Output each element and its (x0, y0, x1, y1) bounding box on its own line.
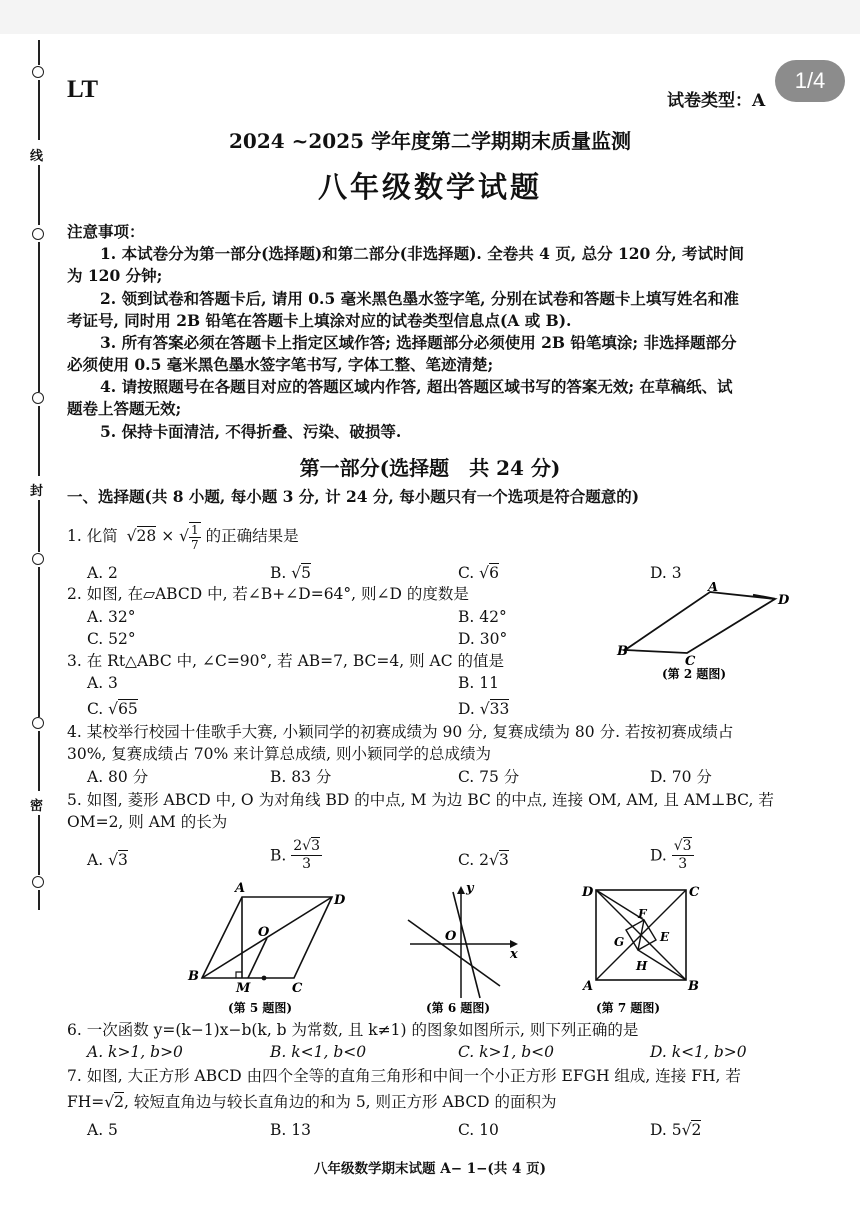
q4-option-d: D. 70 分 (650, 768, 712, 786)
figure-2-parallelogram (615, 582, 795, 682)
q2-option-a: A. 32° (87, 608, 136, 626)
notice-line: 必须使用 0.5 毫米黑色墨水签字笔书写, 字体工整、笔迹清楚; (67, 355, 494, 374)
fig5-label-c: C (292, 981, 303, 996)
page-indicator-badge[interactable]: 1/4 (775, 60, 845, 102)
notice-line: 5. 保持卡面清洁, 不得折叠、污染、破损等. (100, 422, 402, 441)
q5-option-a: A. √3 (87, 851, 128, 869)
fig6-label-y: y (466, 881, 474, 896)
fig7-label-e: E (660, 930, 670, 944)
q4-option-b: B. 83 分 (270, 768, 332, 786)
question-5-stem-line1: 5. 如图, 菱形 ABCD 中, O 为对角线 BD 的中点, M 为边 BC 的中点, 连接 OM, AM, 且 AM⊥BC, 若 (67, 791, 774, 809)
notice-line: 1. 本试卷分为第一部分(选择题)和第二部分(非选择题). 全卷共 4 页, 总分 120 分, 考试时间 (100, 244, 745, 263)
q4-option-a: A. 80 分 (87, 768, 149, 786)
notice-line: 2. 领到试卷和答题卡后, 请用 0.5 毫米黑色墨水签字笔, 分别在试卷和答题卡上填写姓名和准 (100, 289, 739, 308)
fig7-label-h: H (636, 959, 648, 973)
notice-line: 题卷上答题无效; (67, 399, 182, 418)
fig7-label-g: G (614, 935, 625, 949)
fig2-label-c: C (685, 654, 696, 669)
q2-option-c: C. 52° (87, 630, 136, 648)
q3-option-d: D. √33 (458, 700, 510, 718)
question-6-stem: 6. 一次函数 y=(k−1)x−b(k, b 为常数, 且 k≠1) 的图象如图所示, 则下列正确的是 (67, 1021, 639, 1039)
fig7-label-c: C (689, 885, 700, 900)
notice-line: 为 120 分钟; (67, 266, 163, 285)
q6-option-b: B. k<1, b<0 (270, 1043, 367, 1061)
sqrt-frac: √ $\frac{1}{7}$ (179, 523, 199, 552)
fig5-label-a: A (235, 881, 246, 896)
q5-option-b: B. $\frac{2√3}{3}$ (270, 838, 321, 872)
fig5-label-m: M (236, 981, 251, 996)
question-3-stem: 3. 在 Rt△ABC 中, ∠C=90°, 若 AB=7, BC=4, 则 AC 的值是 (67, 652, 504, 670)
fig2-label-d: D (778, 593, 790, 608)
notice-line: 考证号, 同时用 2B 铅笔在答题卡上填涂对应的试卷类型信息点(A 或 B). (67, 311, 572, 330)
exam-title-line2: 八年级数学试题 (317, 170, 542, 204)
q4-option-c: C. 75 分 (458, 768, 520, 786)
notice-heading: 注意事项： (67, 222, 145, 241)
q3-option-c: C. √65 (87, 700, 138, 718)
q6-option-a: A. k>1, b>0 (87, 1043, 183, 1061)
figure-6-graph (400, 878, 530, 1018)
q7-option-a: A. 5 (87, 1121, 118, 1139)
q2-option-d: D. 30° (458, 630, 508, 648)
q6-option-d: D. k<1, b>0 (650, 1043, 747, 1061)
page-footer: 八年级数学期末试题 A− 1−(共 4 页) (314, 1161, 546, 1177)
question-7-stem-line1: 7. 如图, 大正方形 ABCD 由四个全等的直角三角形和中间一个小正方形 EFGH 组成, 连接 FH, 若 (67, 1067, 741, 1085)
fig5-label-b: B (188, 969, 199, 984)
fig5-label-o: O (258, 925, 270, 940)
exam-title-line1: 2024 ~2025 学年度第二学期期末质量监测 (228, 129, 631, 153)
question-4-stem-line1: 4. 某校举行校园十佳歌手大赛, 小颖同学的初赛成绩为 90 分, 复赛成绩为 80 分. 若按初赛成绩占 (67, 723, 734, 741)
q1-option-d: D. 3 (650, 564, 682, 582)
fig6-caption: (第 6 题图) (426, 1001, 491, 1015)
part1-title: 第一部分(选择题 共 24 分) (299, 456, 561, 480)
q1-option-b: B. √5 (270, 564, 312, 582)
q3-option-a: A. 3 (87, 674, 118, 692)
question-4-stem-line2: 30%, 复赛成绩占 70% 来计算总成绩, 则小颖同学的总成绩为 (67, 745, 491, 763)
binding-char-mi: 密 (30, 799, 44, 814)
fig5-caption: (第 5 题图) (228, 1001, 293, 1015)
notice-line: 3. 所有答案必须在答题卡上指定区域作答; 选择题部分必须使用 2B 铅笔填涂; 非选择题部分 (100, 333, 737, 352)
fig2-caption: (第 2 题图) (662, 667, 727, 681)
q3-option-b: B. 11 (458, 674, 499, 692)
fig5-label-d: D (334, 893, 346, 908)
q5-option-d: D. $\frac{√3}{3}$ (650, 838, 692, 872)
paper-type: 试卷类型：A (667, 91, 766, 111)
question-7-stem-line2: FH=√2, 较短直角边与较长直角边的和为 5, 则正方形 ABCD 的面积为 (67, 1093, 557, 1111)
top-band (0, 0, 860, 34)
part1-instruction: 一、选择题(共 8 小题, 每小题 3 分, 计 24 分, 每小题只有一个选项是符合题意的) (67, 487, 640, 506)
fig2-label-b: B (617, 644, 628, 659)
figure-5-rhombus (180, 878, 355, 1018)
q7-option-d: D. 5√2 (650, 1121, 702, 1139)
q2-option-b: B. 42° (458, 608, 507, 626)
sqrt-28: √28 (126, 527, 157, 545)
fig7-label-f: F (638, 907, 647, 921)
exam-code: LT (67, 76, 99, 103)
q7-option-c: C. 10 (458, 1121, 499, 1139)
q7-option-b: B. 13 (270, 1121, 311, 1139)
q1-option-c: C. √6 (458, 564, 499, 582)
fig7-label-d: D (582, 885, 594, 900)
q1-stem-suffix: 的正确结果是 (205, 527, 299, 545)
question-5-stem-line2: OM=2, 则 AM 的长为 (67, 813, 228, 831)
fig6-label-x: x (510, 947, 518, 962)
q5-option-c: C. 2√3 (458, 851, 509, 869)
binding-char-feng: 封 (30, 484, 44, 499)
fig7-label-b: B (688, 979, 699, 994)
fig7-label-a: A (583, 979, 594, 994)
fig7-caption: (第 7 题图) (596, 1001, 661, 1015)
question-2-stem: 2. 如图, 在▱ABCD 中, 若∠B+∠D=64°, 则∠D 的度数是 (67, 585, 469, 603)
q6-option-c: C. k>1, b<0 (458, 1043, 555, 1061)
binding-char-xian: 线 (30, 149, 44, 164)
figure-7-square (578, 878, 708, 1018)
fig2-label-a: A (708, 582, 719, 595)
question-1: 1. 化简 √28 × √ $\frac{1}{7}$ 的正确结果是 (67, 523, 299, 552)
q1-stem-prefix: 1. 化简 (67, 527, 118, 545)
notice-line: 4. 请按照题号在各题目对应的答题区域内作答, 超出答题区域书写的答案无效; 在草稿纸、试 (100, 377, 733, 396)
q1-option-a: A. 2 (87, 564, 118, 582)
fig6-label-o: O (445, 929, 457, 944)
